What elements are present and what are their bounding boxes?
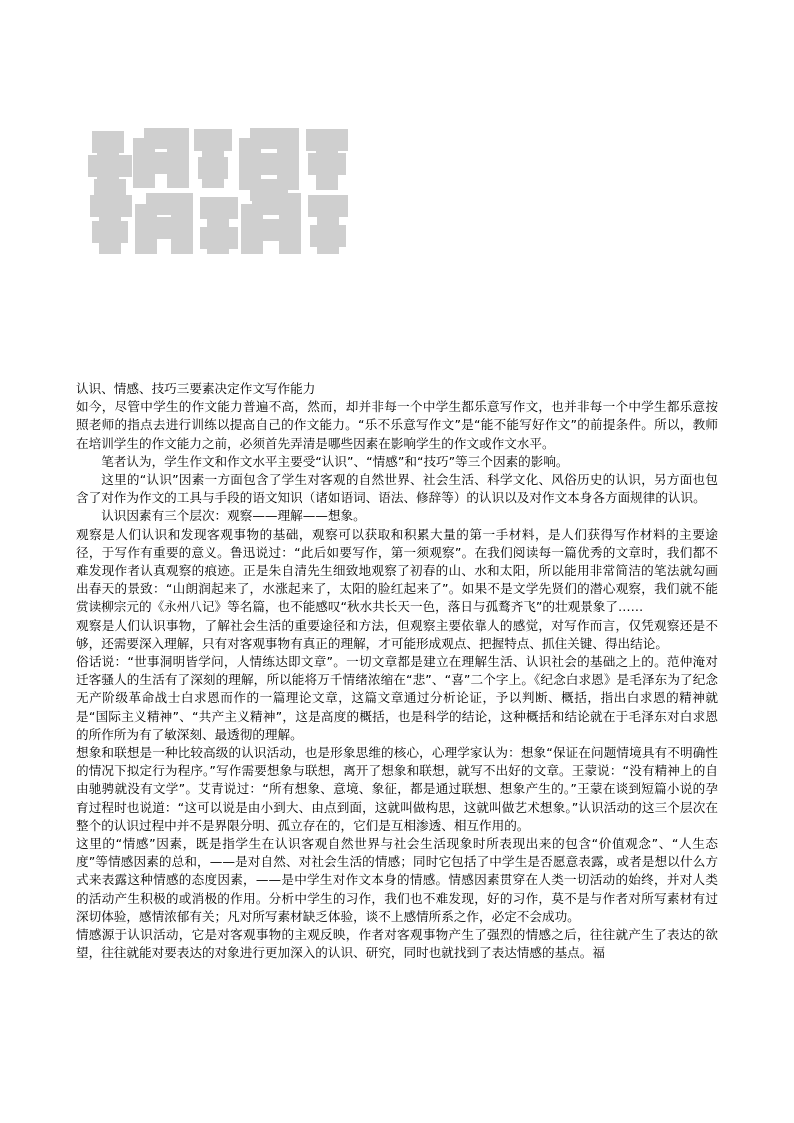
paragraph: 这里的“情感”因素，既是指学生在认识客观自然世界与社会生活现象时所表现出来的包含“价值观念”、“人生态度”等情感因素的总和，——是对自然、对社会生活的情感；同时它包括了中学生是否愿意表露，或者是想以什么方式来表露这种情感的态度因素，——是中学生对作文本身的情感。情感因素贯穿在人类一切活动的始终，并对人类的活动产生积极的或消极的作用。分析中学生的习作，我们也不难发现，好的习作，莫不是与作者对所写素材有过深切体验，感情浓郁有关；凡对所写素材缺乏体验，谈不上感情所系之作，必定不会成功。 — [76, 836, 718, 924]
paragraph: 观察是人们认识和发现客观事物的基础，观察可以获取和积累大量的第一手材料，是人们获得写作材料的主要途径，于写作有重要的意义。鲁迅说过：“此后如要写作，第一须观察”。在我们阅读每一篇优秀的文章时，我们都不难发现作者认真观察的痕迹。正是朱自清先生细致地观察了初春的山、水和太阳，所以能用非常简洁的笔法就勾画出春天的景致：“山朗润起来了，水涨起来了，太阳的脸红起来了”。如果不是文学先贤们的潜心观察，我们就不能赏读柳宗元的《永州八记》等名篇，也不能感叹“秋水共长天一色，落日与孤鹜齐飞”的壮观景象了…… — [76, 526, 718, 615]
article-body — [76, 380, 718, 963]
paragraph: 情感源于认识活动，它是对客观事物的主观反映，作者对客观事物产生了强烈的情感之后，往往就产生了表达的欲望，往往就能对要表达的对象进行更加深入的认识、研究，同时也就找到了表达情感的基点。福 — [76, 927, 718, 961]
paragraph: 笔者认为，学生作文和作文水平主要受“认识”、“情感”和“技巧”等三个因素的影响。 — [101, 453, 569, 469]
watermark-graphic — [82, 128, 362, 256]
paragraph: 俗话说：“世事洞明皆学问，人情练达即文章”。一切文章都是建立在理解生活、认识社会的基础之上的。范仲淹对迁客骚人的生活有了深刻的理解，所以能将万千情绪浓缩在“悲”、“喜”二个字上。《纪念白求恩》是毛泽东为了纪念无产阶级革命战士白求恩而作的一篇理论文章，这篇文章通过分析论证，予以判断、概括，指出白求恩的精神就是“国际主义精神”、“共产主义精神”，这是高度的概括，也是科学的结论，这种概括和结论就在于毛泽东对白求恩的所作所为有了敏深刻、最透彻的理解。 — [76, 654, 718, 742]
article-title: 认识、情感、技巧三要素决定作文写作能力 — [76, 381, 316, 396]
paragraph: 认识因素有三个层次：观察——理解——想象。 — [101, 508, 366, 524]
paragraph: 观察是人们认识事物，了解社会生活的重要途径和方法，但观察主要依靠人的感觉，对写作而言，仅凭观察还是不够，还需要深入理解，只有对客观事物有真正的理解，才可能形成观点、把握特点、抓住关键、得出结论。 — [76, 617, 718, 651]
paragraph: 这里的“认识”因素一方面包含了学生对客观的自然世界、社会生活、科学文化、风俗历史的认识，另方面也包含了对作为作文的工具与手段的语文知识（诸如语词、语法、修辞等）的认识以及对作文本身各方面规律的认识。 — [76, 472, 718, 506]
paragraph: 想象和联想是一种比较高级的认识活动，也是形象思维的核心，心理学家认为：想象“保证在问题情境具有不明确性的情况下拟定行为程序。”写作需要想象与联想，离开了想象和联想，就写不出好的文章。王蒙说：“没有精神上的自由驰骋就没有文学”。艾青说过：“所有想象、意境、象征，都是通过联想、想象产生的。”王蒙在谈到短篇小说的孕育过程时也说道：“这可以说是由小到大、由点到面，这就叫做构思，这就叫做艺术想象。”认识活动的这三个层次在整个的认识过程中并不是界限分明、孤立存在的，它们是互相渗透、相互作用的。 — [76, 745, 718, 833]
paragraph: 如今，尽管中学生的作文能力普遍不高，然而，却并非每一个中学生都乐意写作文，也并非每一个中学生都乐意按照老师的指点去进行训练以提高自己的作文能力。“乐不乐意写作文”是“能不能写好作文”的前提条件。所以，教师在培训学生的作文能力之前，必须首先弄清是哪些因素在影响学生的作文或作文水平。 — [76, 399, 718, 451]
